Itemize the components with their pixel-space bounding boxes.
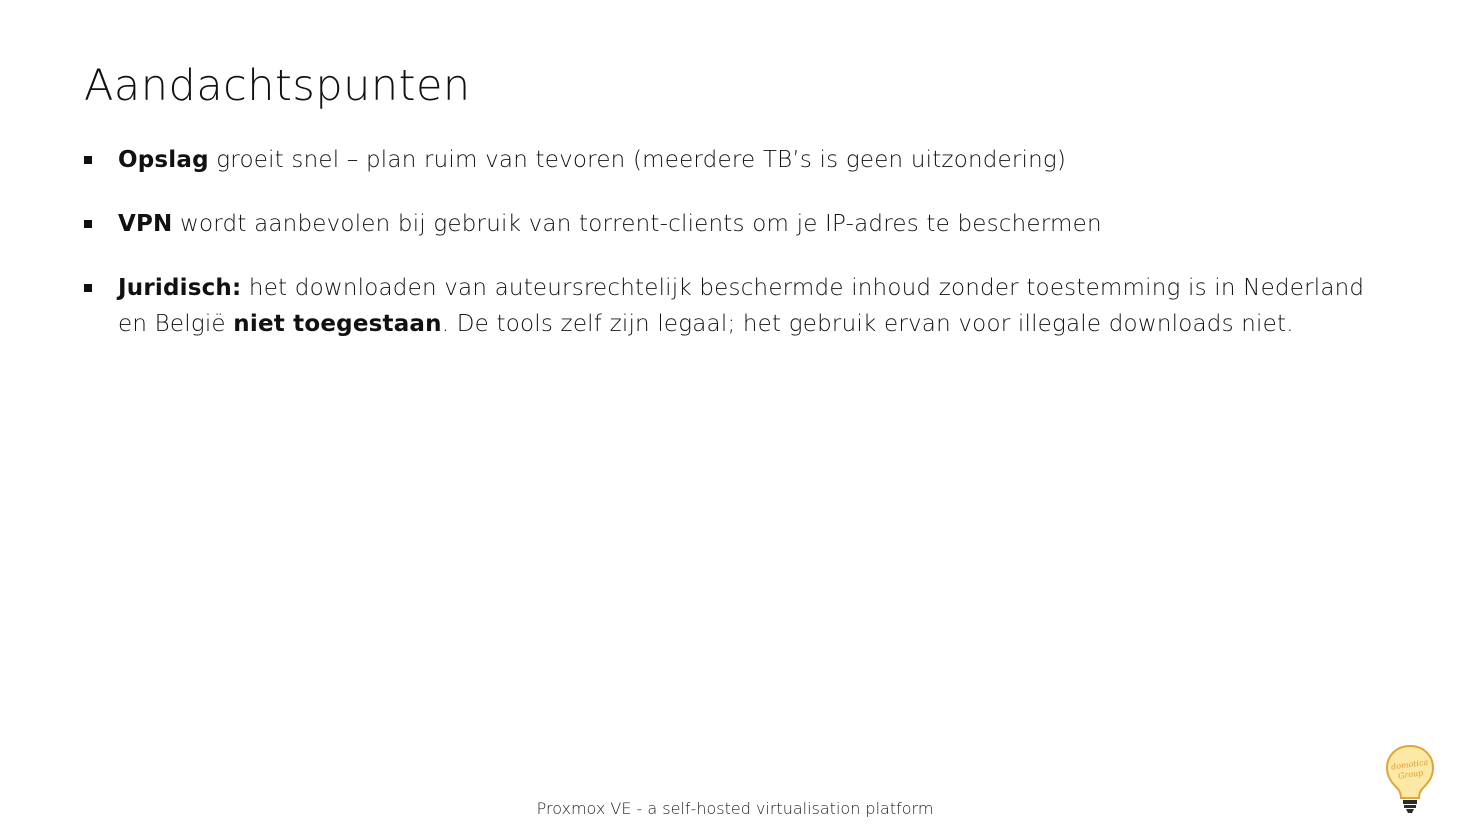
bullet-emphasis: niet toegestaan	[233, 311, 442, 337]
svg-text:Group: Group	[1397, 768, 1424, 781]
bullet-keyword: VPN	[118, 211, 173, 237]
square-bullet-icon	[84, 220, 92, 228]
square-bullet-icon	[84, 284, 92, 292]
bullet-text: het downloaden van auteursrechtelijk beschermde inhoud zonder toestemming is in Nederland en België	[118, 275, 1365, 337]
bullet-item-juridisch	[84, 270, 1384, 342]
square-bullet-icon	[84, 156, 92, 164]
bullet-item-vpn	[84, 206, 1384, 242]
bullet-text: wordt aanbevolen bij gebruik van torrent-clients om je IP-adres te beschermen	[172, 211, 1102, 237]
slide-footer: Proxmox VE - a self-hosted virtualisation platform	[536, 799, 934, 818]
bullet-text: groeit snel – plan ruim van tevoren (meerdere TB’s is geen uitzondering)	[208, 147, 1067, 173]
bullet-item-opslag	[84, 142, 1384, 178]
bullet-list	[84, 142, 1384, 342]
slide-title: Aandachtspunten	[84, 61, 471, 111]
svg-text:domotica: domotica	[1390, 757, 1429, 772]
bullet-keyword: Juridisch:	[118, 275, 242, 301]
lightbulb-icon	[1384, 744, 1436, 814]
bullet-keyword: Opslag	[118, 147, 209, 173]
bullet-text-continued: . De tools zelf zijn legaal; het gebruik ervan voor illegale downloads niet.	[441, 311, 1294, 337]
